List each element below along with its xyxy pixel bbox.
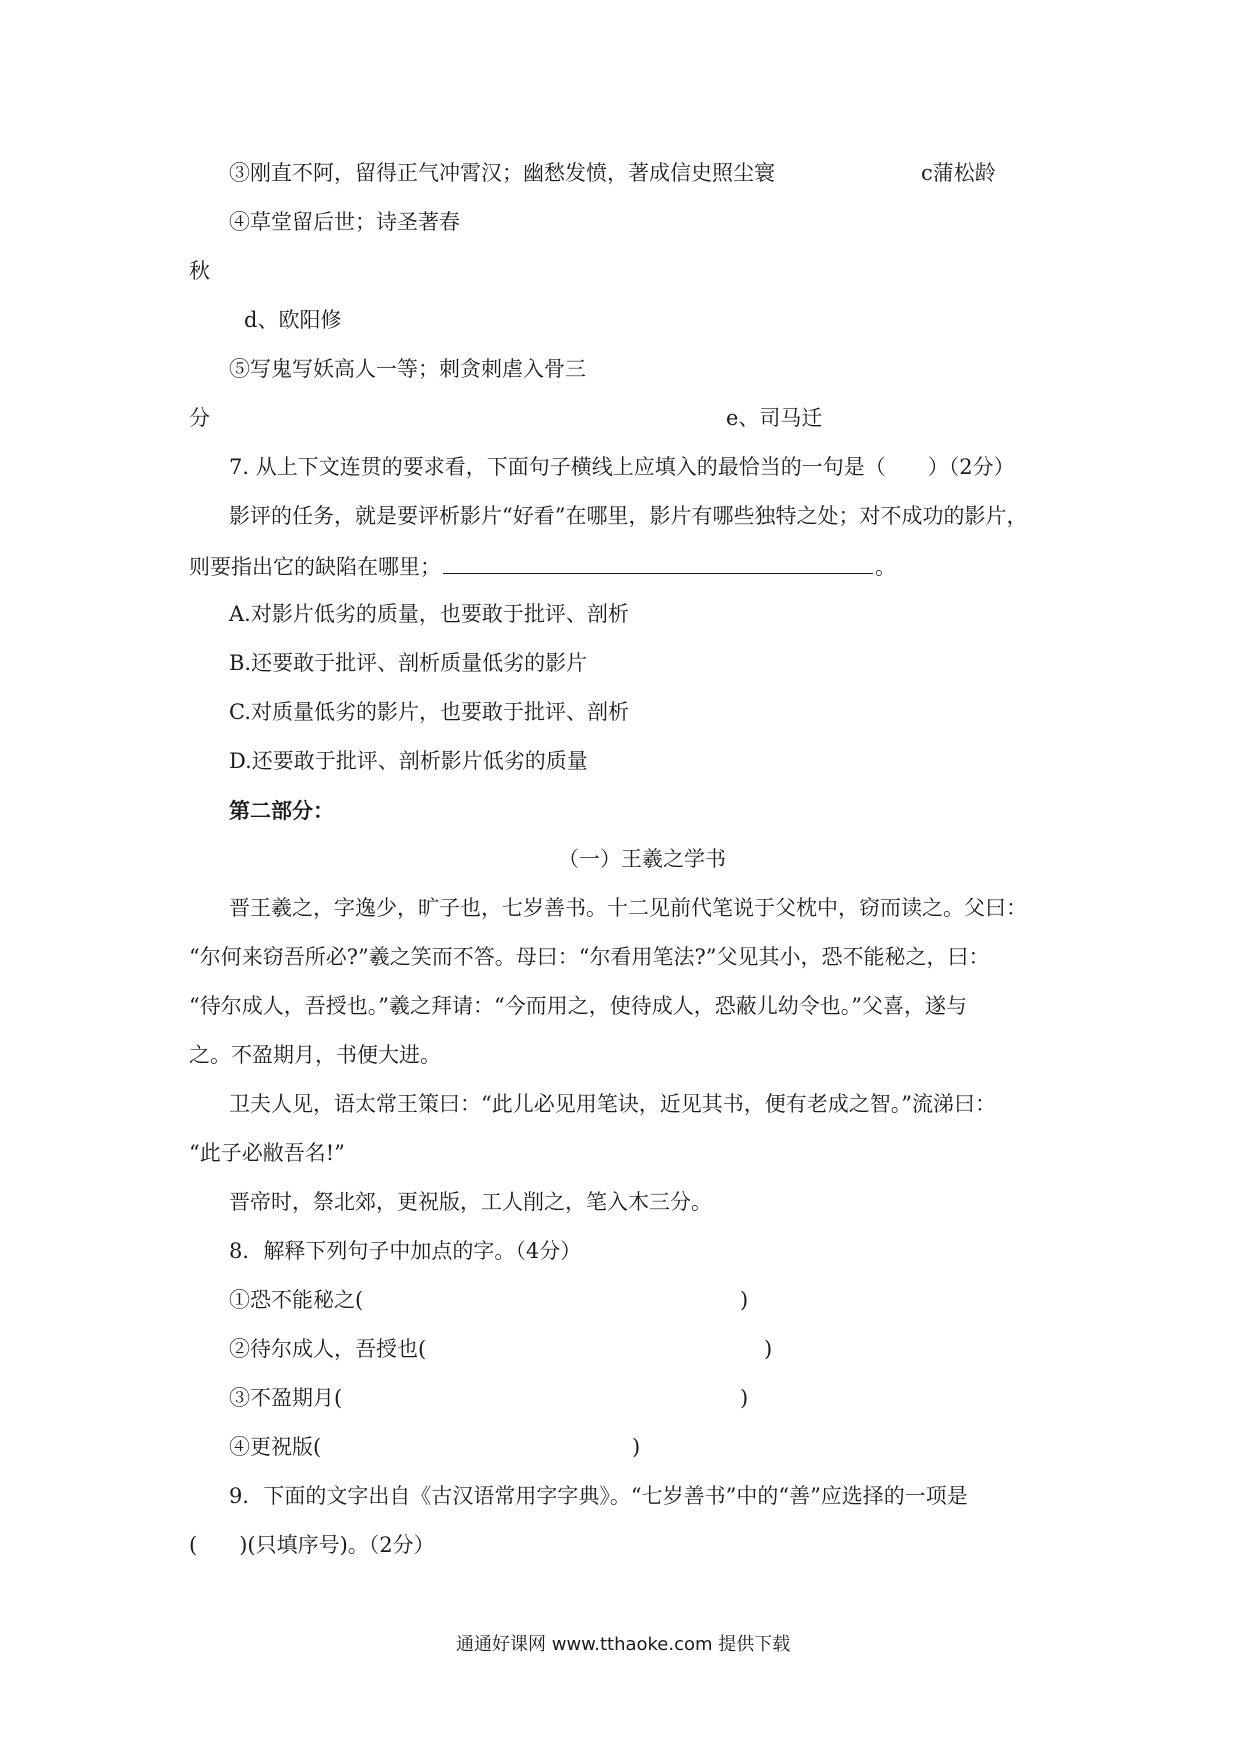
- q8-item-2-close: ): [764, 1337, 773, 1361]
- passage-line-2: “尔何来窃吾所必?”羲之笑而不答。母曰：“尔看用笔法?”父见其小，恐不能秘之，曰：: [189, 945, 990, 969]
- q8-item-4-close: ): [632, 1435, 641, 1459]
- q8-item-2: ②待尔成人，吾授也(: [229, 1337, 427, 1361]
- q7-passage-line2-start: 则要指出它的缺陷在哪里；: [189, 555, 441, 579]
- q7-option-c: C.对质量低劣的影片，也要敢于批评、剖析: [229, 700, 629, 724]
- match-item-5-wrap: 分: [189, 406, 210, 430]
- q8-item-3-close: ): [740, 1386, 749, 1410]
- passage-line-4: 之。不盈期月，书便大进。: [189, 1043, 441, 1067]
- q9-line1: 9．下面的文字出自《古汉语常用字字典》。“七岁善书”中的“善”应选择的一项是: [229, 1484, 968, 1508]
- q7-option-b: B.还要敢于批评、剖析质量低劣的影片: [229, 651, 588, 675]
- match-option-d: d、欧阳修: [244, 308, 342, 332]
- passage-line-1: 晋王羲之，字逸少，旷子也，七岁善书。十二见前代笔说于父枕中，窃而读之。父曰：: [229, 896, 1027, 920]
- q8-stem: 8．解释下列句子中加点的字。（4分）: [229, 1239, 582, 1263]
- passage-line-5: 卫夫人见，语太常王策曰：“此儿必见用笔诀，近见其书，便有老成之智。”流涕曰：: [229, 1092, 996, 1116]
- q8-item-4: ④更祝版(: [229, 1435, 322, 1459]
- q7-stem: 7. 从上下文连贯的要求看，下面句子横线上应填入的最恰当的一句是（ ）（2分）: [229, 455, 1015, 479]
- q7-option-d: D.还要敢于批评、剖析影片低劣的质量: [229, 749, 588, 773]
- passage-line-7: 晋帝时，祭北郊，更祝版，工人削之，笔入木三分。: [229, 1190, 712, 1214]
- part2-title: （一）王羲之学书: [558, 847, 726, 871]
- passage-line-6: “此子必敝吾名!”: [189, 1141, 345, 1165]
- match-option-e: e、司马迁: [726, 406, 823, 430]
- q7-passage-line1: 影评的任务，就是要评析影片“好看”在哪里，影片有哪些独特之处；对不成功的影片，: [229, 504, 1028, 528]
- q8-item-1: ①恐不能秘之(: [229, 1288, 364, 1312]
- match-item-4: ④草堂留后世；诗圣著春: [229, 210, 460, 234]
- q8-item-1-close: ): [740, 1288, 749, 1312]
- passage-line-3: “待尔成人，吾授也。”羲之拜请：“今而用之，使待成人，恐蔽儿幼令也。”父喜，遂与: [189, 994, 967, 1018]
- q7-passage-line2: [189, 555, 896, 578]
- match-item-4-wrap: 秋: [189, 259, 210, 283]
- page-footer: 通通好课网 www.tthaoke.com 提供下载: [456, 1634, 791, 1655]
- q8-item-3: ③不盈期月(: [229, 1386, 343, 1410]
- q7-passage-line2-end: 。: [875, 555, 896, 579]
- q9-line2: ( )(只填序号)。（2分）: [189, 1533, 435, 1557]
- part2-heading: 第二部分：: [229, 798, 334, 823]
- match-item-3: ③刚直不阿，留得正气冲霄汉；幽愁发愤，著成信史照尘寰: [229, 161, 775, 185]
- match-option-c: c蒲松龄: [921, 161, 996, 185]
- match-item-5: ⑤写鬼写妖高人一等；刺贪刺虐入骨三: [229, 357, 586, 381]
- q7-answer-blank[interactable]: [443, 555, 873, 574]
- q7-option-a: A.对影片低劣的质量，也要敢于批评、剖析: [229, 602, 629, 626]
